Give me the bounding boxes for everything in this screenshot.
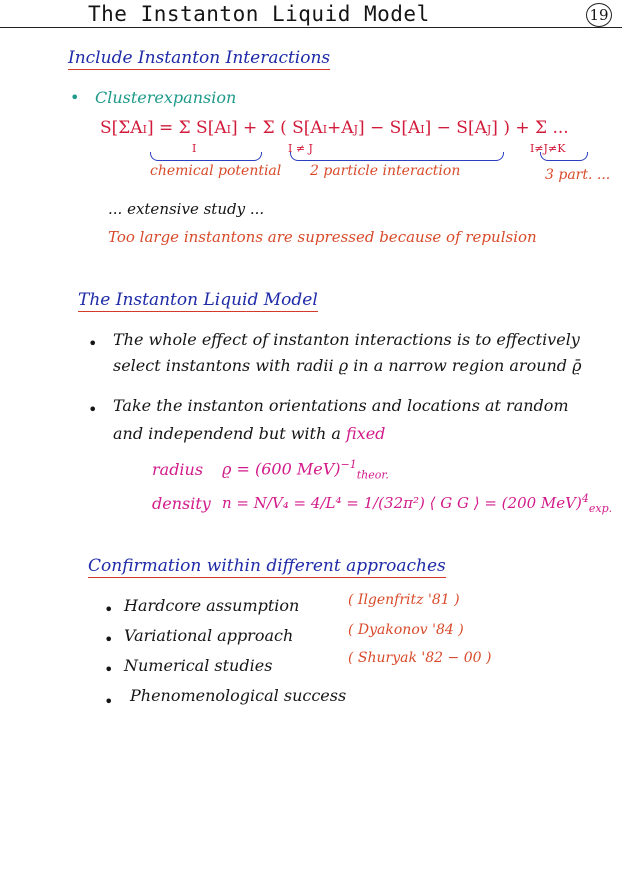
eq-term2: Σ ( S[A xyxy=(262,118,323,138)
eq-term2-index: I ≠ J xyxy=(288,142,313,155)
label-chemical-potential: chemical potential xyxy=(150,163,282,179)
section-heading-interactions: Include Instanton Interactions xyxy=(68,48,331,68)
eq-term2-sub-c: I xyxy=(420,123,425,136)
radius-eq-exp: −1 xyxy=(340,458,357,471)
eq-term1: Σ S[A xyxy=(178,118,227,138)
cluster-equation xyxy=(100,118,569,138)
eq-lhs-sub: I xyxy=(142,123,147,136)
radius-equation xyxy=(222,458,389,482)
list-item-variational: Variational approach xyxy=(124,626,294,645)
eq-plus2: + xyxy=(515,118,530,138)
bullet-dot-icon: • xyxy=(88,334,98,353)
bullet-dot-icon: • xyxy=(104,692,114,711)
density-eq-exp: 4 xyxy=(581,492,589,505)
bullet-random-text: and independend but with a xyxy=(113,424,341,443)
eq-term2-close: ] ) xyxy=(491,118,510,138)
density-label: density xyxy=(152,494,211,513)
label-three-particle: 3 part. ... xyxy=(545,167,611,183)
bullet-dot-icon: • xyxy=(104,600,114,619)
list-item-numerical: Numerical studies xyxy=(124,656,273,675)
eq-term2-mid: +A xyxy=(327,118,354,138)
radius-eq-sub: theor. xyxy=(356,468,389,482)
eq-term1-close: ] xyxy=(230,118,238,138)
eq-plus1: + xyxy=(243,118,258,138)
eq-term1-sub: I xyxy=(226,123,231,136)
density-eq-main: n = N/V₄ = 4/L⁴ = 1/(32π²) ⟨ G G ⟩ = (200 MeV) xyxy=(222,494,582,512)
brace-two-particle xyxy=(290,152,504,161)
bullet-effect-line1: The whole effect of instanton interactions is to effectively xyxy=(113,330,580,349)
density-eq-sub: exp. xyxy=(588,502,613,515)
eq-lhs: S[ΣA xyxy=(100,118,143,138)
page-title: The Instanton Liquid Model xyxy=(88,2,430,26)
section-heading-liquid-model: The Instanton Liquid Model xyxy=(78,290,318,310)
eq-term2-sub-a: I xyxy=(322,123,328,136)
bullet-random-line1: Take the instanton orientations and locations at random xyxy=(113,396,569,415)
bullet-dot-icon: • xyxy=(104,660,114,679)
eq-term3: Σ ... xyxy=(535,118,569,138)
eq-term2-sub-d: J xyxy=(486,123,492,136)
eq-lhs-close: ] = xyxy=(146,118,174,138)
eq-term3-index: I≠J≠K xyxy=(530,142,566,155)
eq-term2-rest2: ] − S[A xyxy=(424,118,487,138)
radius-eq-main: ϱ = (600 MeV) xyxy=(222,459,341,479)
list-ref-variational: ( Dyakonov '84 ) xyxy=(348,622,464,638)
list-ref-hardcore: ( Ilgenfritz '81 ) xyxy=(348,592,460,608)
header-rule xyxy=(0,27,622,28)
eq-term1-index: I xyxy=(192,142,197,155)
bullet-effect-line2: select instantons with radii ϱ in a narrow region around ϱ̄ xyxy=(113,356,582,375)
extensive-study: ... extensive study ... xyxy=(108,200,265,218)
density-equation xyxy=(222,492,612,515)
eq-term2-sub-b: J xyxy=(353,123,358,136)
brace-three-particle xyxy=(540,152,588,161)
list-ref-numerical: ( Shuryak '82 − 00 ) xyxy=(348,650,492,666)
bullet-dot-icon: • xyxy=(70,88,80,107)
radius-label: radius xyxy=(152,460,204,479)
bullet-clusterexpansion: Clusterexpansion xyxy=(95,88,237,107)
section-heading-confirmation: Confirmation within different approaches xyxy=(88,556,446,576)
bullet-dot-icon: • xyxy=(88,400,98,419)
label-two-particle: 2 particle interaction xyxy=(310,163,461,179)
eq-term2-rest: ] − S[A xyxy=(358,118,421,138)
list-item-phenomenological: Phenomenological success xyxy=(130,686,347,705)
bullet-dot-icon: • xyxy=(104,630,114,649)
list-item-hardcore: Hardcore assumption xyxy=(124,596,300,615)
repulsion-note: Too large instantons are supressed because of repulsion xyxy=(108,228,537,246)
fixed-word: fixed xyxy=(346,424,386,443)
bullet-random-line2 xyxy=(113,424,385,443)
page-number: 19 xyxy=(586,3,612,27)
brace-chemical xyxy=(150,152,262,161)
